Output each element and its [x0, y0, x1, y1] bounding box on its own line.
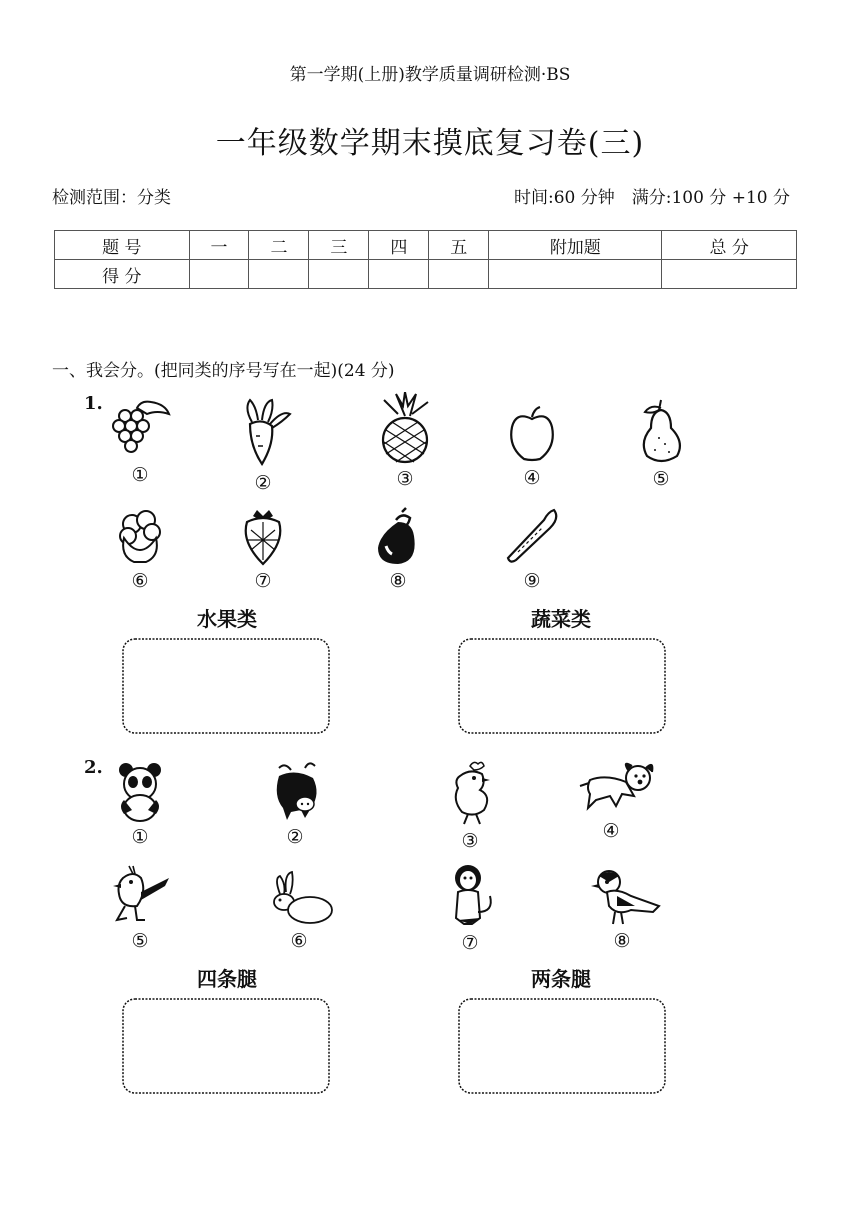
answer-box-fruit[interactable] — [120, 636, 332, 736]
strawberry-icon — [233, 506, 293, 566]
ox-icon — [265, 760, 325, 822]
animal-item-4 — [576, 760, 646, 842]
score-cell: 一 — [189, 231, 249, 260]
dog-icon — [576, 760, 662, 816]
score-input-cell[interactable] — [369, 260, 429, 289]
item-number: ③ — [396, 468, 414, 490]
item-number: ⑦ — [461, 932, 479, 954]
score-cell: 二 — [249, 231, 309, 260]
magpie-icon — [587, 866, 661, 926]
scope-text: 检测范围：分类 — [52, 188, 171, 208]
cucumber-icon — [502, 506, 562, 566]
item-number: ⑦ — [254, 570, 272, 592]
score-cell: 三 — [309, 231, 369, 260]
item-number: ⑨ — [523, 570, 541, 592]
item-number: ① — [131, 464, 149, 486]
item-3 — [370, 392, 440, 490]
item-number: ③ — [461, 830, 479, 852]
score-cell: 五 — [429, 231, 489, 260]
animal-item-8 — [587, 866, 657, 952]
item-2 — [228, 398, 298, 494]
score-input-cell[interactable] — [309, 260, 369, 289]
item-5 — [626, 398, 696, 490]
radish-icon — [230, 398, 296, 468]
score-table-header-row — [55, 231, 797, 260]
item-number: ② — [286, 826, 304, 848]
score-table — [54, 230, 797, 289]
score-cell: 四 — [369, 231, 429, 260]
pineapple-icon — [370, 392, 440, 464]
score-table-score-row — [55, 260, 797, 289]
score-cell: 得 分 — [55, 260, 190, 289]
category-label-vegetable: 蔬菜类 — [531, 607, 591, 631]
item-number: ⑤ — [131, 930, 149, 952]
item-number: ② — [254, 472, 272, 494]
answer-box-two-legs[interactable] — [456, 996, 668, 1096]
score-input-cell[interactable] — [189, 260, 249, 289]
item-4 — [497, 403, 567, 489]
exam-title: 一年级数学期末摸底复习卷(三) — [215, 126, 645, 161]
section1-heading: 一、我会分。(把同类的序号写在一起)(24 分) — [52, 361, 395, 381]
score-input-cell[interactable] — [489, 260, 662, 289]
answer-box-vegetable[interactable] — [456, 636, 668, 736]
animal-item-3 — [435, 760, 505, 852]
category-label-four-legs: 四条腿 — [197, 967, 257, 991]
grapes-icon — [107, 398, 173, 460]
answer-box-four-legs[interactable] — [120, 996, 332, 1096]
item-number: ⑤ — [652, 468, 670, 490]
score-cell: 附加题 — [489, 231, 662, 260]
item-1 — [105, 398, 175, 486]
bird-icon — [107, 862, 173, 926]
item-number: ⑧ — [613, 930, 631, 952]
question-number: 2. — [84, 757, 103, 778]
score-input-cell[interactable] — [662, 260, 797, 289]
cauliflower-icon — [110, 506, 170, 566]
category-label-fruit: 水果类 — [197, 607, 257, 631]
animal-item-6 — [264, 870, 334, 952]
score-input-cell[interactable] — [429, 260, 489, 289]
animal-item-2 — [260, 760, 330, 848]
item-9 — [497, 506, 567, 592]
item-number: ④ — [602, 820, 620, 842]
category-label-two-legs: 两条腿 — [531, 967, 591, 991]
rooster-icon — [440, 760, 500, 826]
item-number: ⑧ — [389, 570, 407, 592]
item-number: ⑥ — [131, 570, 149, 592]
animal-item-1 — [105, 760, 175, 848]
exam-subheader: 第一学期(上册)教学质量调研检测·BS — [289, 65, 571, 85]
score-input-cell[interactable] — [249, 260, 309, 289]
monkey-icon — [440, 862, 500, 928]
animal-item-7 — [435, 862, 505, 954]
animal-item-5 — [105, 862, 175, 952]
pear-icon — [631, 398, 691, 464]
apple-icon — [502, 403, 562, 463]
question-number: 1. — [84, 393, 103, 414]
panda-icon — [110, 760, 170, 822]
time-score-info: 时间:60 分钟 满分:100 分 +10 分 — [513, 188, 790, 208]
item-7 — [228, 506, 298, 592]
score-cell: 总 分 — [662, 231, 797, 260]
item-number: ④ — [523, 467, 541, 489]
rabbit-icon — [264, 870, 338, 926]
item-number: ① — [131, 826, 149, 848]
item-number: ⑥ — [290, 930, 308, 952]
item-6 — [105, 506, 175, 592]
item-8 — [363, 506, 433, 592]
score-cell: 题 号 — [55, 231, 190, 260]
eggplant-icon — [368, 506, 428, 566]
